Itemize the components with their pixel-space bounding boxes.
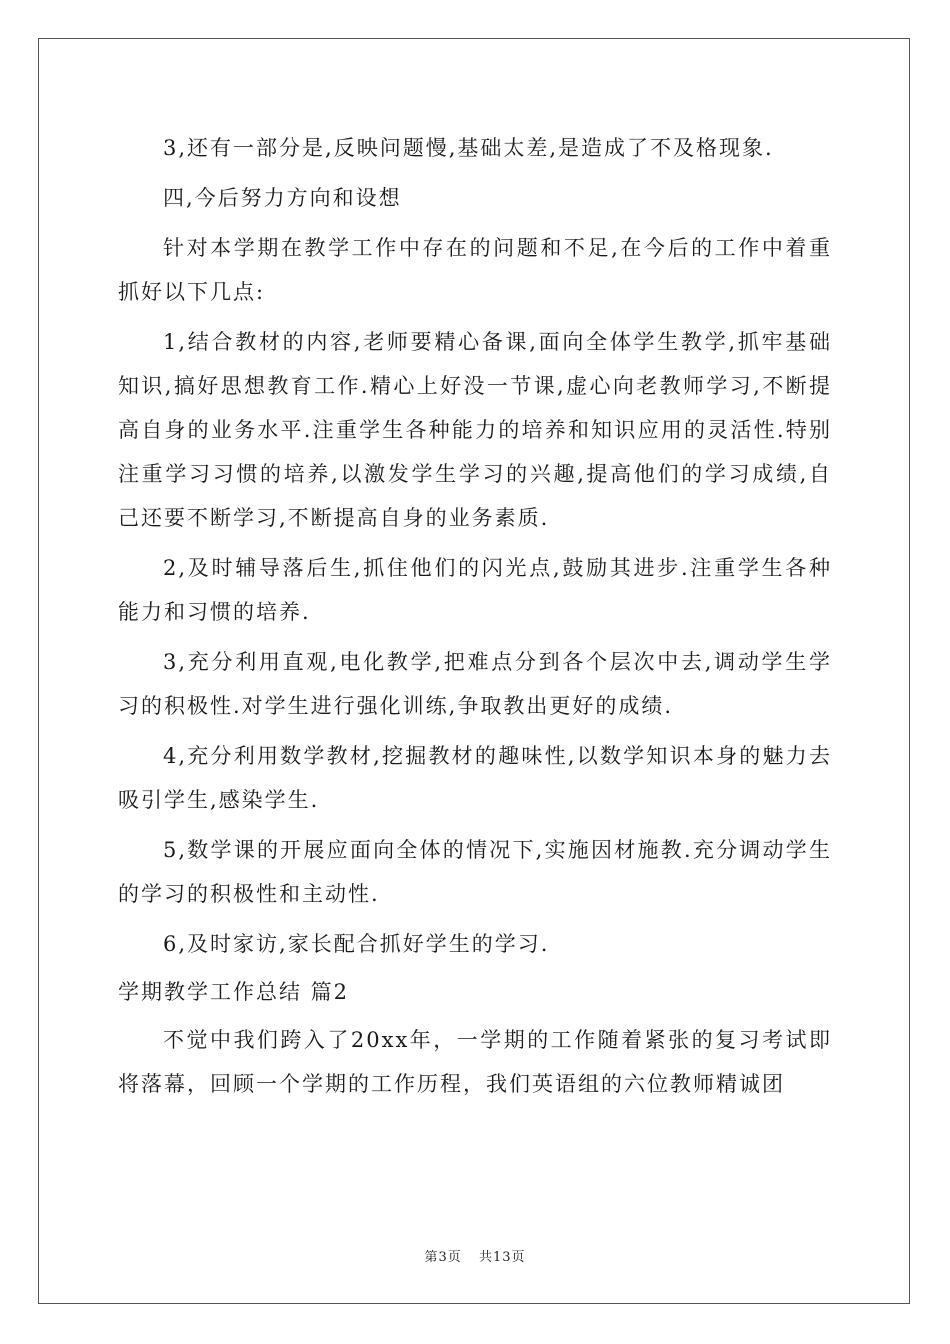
list-item: 3,充分利用直观,电化教学,把难点分到各个层次中去,调动学生学习的积极性.对学生进行强化训练,争取教出更好的成绩. <box>118 650 832 718</box>
page-total: 共13页 <box>478 1250 526 1265</box>
list-item: 2,及时辅导落后生,抓住他们的闪光点,鼓励其进步.注重学生各种能力和习惯的培养. <box>118 556 832 624</box>
article-title: 学期教学工作总结 篇2 <box>118 980 350 1004</box>
page-number: 第3页 <box>424 1250 462 1265</box>
section-heading-four: 四,今后努力方向和设想 <box>163 186 402 210</box>
list-item: 4,充分利用数学教材,挖掘教材的趣味性,以数学知识本身的魅力去吸引学生,感染学生. <box>118 744 832 812</box>
document-body <box>118 126 832 1112</box>
paragraph: 3,还有一部分是,反映问题慢,基础太差,是造成了不及格现象. <box>163 136 774 160</box>
paragraph: 不觉中我们跨入了20xx年，一学期的工作随着紧张的复习考试即将落幕，回顾一个学期的工作历程，我们英语组的六位教师精诚团 <box>118 1028 832 1096</box>
list-item: 6,及时家访,家长配合抓好学生的学习. <box>163 932 550 956</box>
list-item: 5,数学课的开展应面向全体的情况下,实施因材施教.充分调动学生的学习的积极性和主动性. <box>118 838 832 906</box>
page-footer <box>0 1246 950 1265</box>
paragraph: 针对本学期在教学工作中存在的问题和不足,在今后的工作中着重抓好以下几点: <box>118 236 832 304</box>
list-item: 1,结合教材的内容,老师要精心备课,面向全体学生教学,抓牢基础知识,搞好思想教育工作.精心上好没一节课,虚心向老教师学习,不断提高自身的业务水平.注重学生各种能力的培养和知识应用的灵活性.特别注重学习习惯的培养,以激发学生学习的兴趣,提高他们的学习成绩,自己还要不断学习,不断提高自身的业务素质. <box>118 330 832 530</box>
